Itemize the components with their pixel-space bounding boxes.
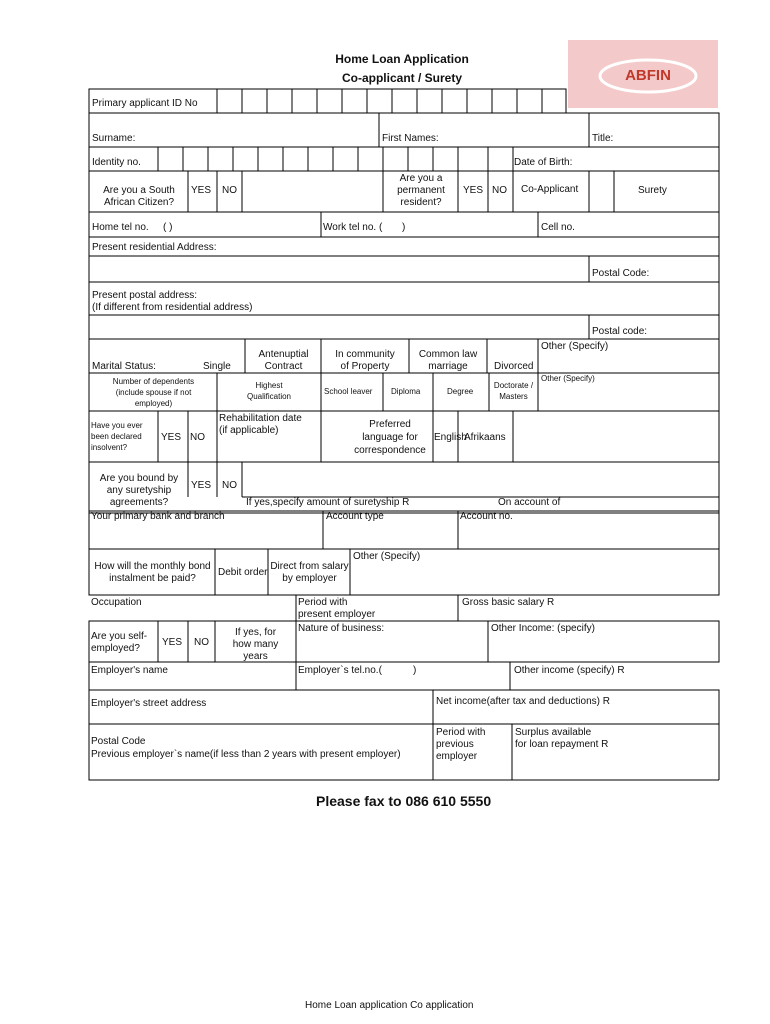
postal-address-label-2: (If different from residential address): [92, 302, 253, 313]
insolvent-yes[interactable]: YES: [161, 432, 182, 443]
primary-id-label: Primary applicant ID No: [92, 98, 198, 109]
qualification-other-specify[interactable]: Other (Specify): [541, 374, 595, 383]
fax-notice: Please fax to 086 610 5550: [316, 793, 492, 809]
insolvent-3: insolvent?: [91, 443, 128, 452]
employer-tel-label: Employer`s tel.no.(: [298, 665, 382, 676]
identity-label: Identity no.: [92, 157, 141, 168]
work-tel-label: Work tel no. (: [323, 222, 383, 233]
logo-text: ABFIN: [625, 67, 671, 84]
period-prev-2: previous: [436, 739, 474, 750]
employer-tel-close: ): [413, 665, 417, 676]
diploma-option[interactable]: Diploma: [391, 387, 421, 396]
rehab-1: Rehabilitation date: [219, 413, 302, 424]
suretyship-amount-label: If yes,specify amount of suretyship R: [246, 497, 410, 508]
gross-salary-label: Gross basic salary R: [462, 597, 555, 608]
insolvent-no[interactable]: NO: [190, 432, 205, 443]
work-tel-close: ): [402, 222, 406, 233]
period-prev-1: Period with: [436, 727, 486, 738]
degree-option[interactable]: Degree: [447, 387, 474, 396]
perm-res-label-2: permanent: [397, 185, 445, 196]
net-income-label: Net income(after tax and deductions) R: [436, 696, 610, 707]
insolvent-1: Have you ever: [91, 421, 143, 430]
afrikaans-option[interactable]: Afrikaans: [464, 432, 506, 443]
community-1[interactable]: In community: [335, 349, 395, 360]
postal-address-label-1: Present postal address:: [92, 290, 198, 301]
doctorate-2: Masters: [499, 392, 528, 401]
surplus-1: Surplus available: [515, 727, 592, 738]
common-law-2: marriage: [428, 361, 468, 372]
common-law-1[interactable]: Common law: [418, 349, 478, 360]
english-option[interactable]: English: [434, 432, 467, 443]
dependents-3: employed): [134, 399, 173, 408]
self-employed-1: Are you self-: [91, 631, 148, 642]
sa-citizen-label-1: Are you a South: [103, 185, 175, 196]
first-names-label: First Names:: [382, 133, 439, 144]
years-question-1: If yes, for: [234, 627, 277, 638]
other-income-label: Other Income: (specify): [491, 623, 595, 634]
citizen-yes[interactable]: YES: [191, 185, 212, 196]
form-title: Home Loan Application: [335, 52, 469, 66]
dependents-2: (include spouse if not: [115, 388, 192, 397]
rehab-2: (if applicable): [219, 425, 279, 436]
self-employed-no[interactable]: NO: [194, 637, 209, 648]
single-option[interactable]: Single: [203, 361, 231, 372]
postal-code-label-3: Postal Code: [91, 736, 146, 747]
occupation-label: Occupation: [91, 597, 142, 608]
bond-question-2: instalment be paid?: [109, 573, 196, 584]
sa-citizen-label-2: African Citizen?: [103, 197, 175, 208]
insolvent-2: been declared: [91, 432, 142, 441]
highest-2: Qualification: [246, 392, 292, 401]
salary-option-2: by employer: [282, 573, 337, 584]
highest-1: Highest: [255, 381, 283, 390]
perm-res-no[interactable]: NO: [492, 185, 507, 196]
residential-label: Present residential Address:: [92, 242, 217, 253]
previous-employer-label: Previous employer`s name(if less than 2 years with present employer): [91, 749, 401, 760]
dob-label: Date of Birth:: [514, 157, 573, 168]
period-prev-3: employer: [436, 751, 478, 762]
postal-code-label-2: Postal code:: [592, 326, 648, 337]
postal-code-label-1: Postal Code:: [592, 268, 650, 279]
suretyship-3: agreements?: [109, 497, 169, 508]
perm-res-label-1: Are you a: [399, 173, 443, 184]
salary-option-1[interactable]: Direct from salary: [270, 561, 349, 572]
bank-branch-label: Your primary bank and branch: [91, 511, 225, 522]
bond-question-1: How will the monthly bond: [94, 561, 211, 572]
marital-status-label: Marital Status:: [92, 361, 156, 372]
dependents-1: Number of dependents: [112, 377, 195, 386]
title-label: Title:: [592, 133, 614, 144]
suretyship-yes[interactable]: YES: [191, 480, 212, 491]
bond-other-specify[interactable]: Other (Specify): [353, 551, 421, 562]
home-tel-label: Home tel no.: [92, 222, 149, 233]
school-leaver-option[interactable]: School leaver: [324, 387, 373, 396]
self-employed-2: employed?: [91, 643, 140, 654]
community-2: of Property: [340, 361, 390, 372]
pref-lang-3: correspondence: [354, 445, 426, 456]
period-present-1: Period with: [298, 597, 348, 608]
citizen-no[interactable]: NO: [222, 185, 237, 196]
suretyship-1: Are you bound by: [99, 473, 179, 484]
antenuptial-1[interactable]: Antenuptial: [258, 349, 309, 360]
period-present-2: present employer: [298, 609, 376, 620]
debit-order-option[interactable]: Debit order: [218, 567, 268, 578]
employer-name-label: Employer's name: [91, 665, 168, 676]
other-income-r-label: Other income (specify) R: [514, 665, 625, 676]
cell-label: Cell no.: [541, 222, 575, 233]
home-tel-paren: ( ): [163, 222, 173, 233]
form-subtitle: Co-applicant / Surety: [341, 71, 463, 85]
account-no-label: Account no.: [460, 511, 513, 522]
divorced-option[interactable]: Divorced: [494, 361, 534, 372]
on-account-of-label: On account of: [498, 497, 561, 508]
doctorate-1[interactable]: Doctorate /: [493, 381, 534, 390]
account-type-label: Account type: [326, 511, 384, 522]
antenuptial-2: Contract: [264, 361, 303, 372]
marital-other-specify[interactable]: Other (Specify): [541, 341, 609, 352]
surety-option[interactable]: Surety: [638, 185, 667, 196]
suretyship-2: any suretyship: [106, 485, 172, 496]
years-question-2: how many: [232, 639, 279, 650]
co-applicant-option[interactable]: Co-Applicant: [521, 184, 579, 195]
perm-res-label-3: resident?: [400, 197, 442, 208]
self-employed-yes[interactable]: YES: [162, 637, 183, 648]
years-question-3: years: [243, 651, 268, 662]
street-address-label: Employer's street address: [91, 698, 207, 709]
surplus-2: for loan repayment R: [515, 739, 609, 750]
perm-res-yes[interactable]: YES: [463, 185, 484, 196]
surname-label: Surname:: [92, 133, 136, 144]
pref-lang-2: language for: [362, 432, 418, 443]
pref-lang-1: Preferred: [369, 419, 411, 430]
page-footer: Home Loan application Co application: [305, 1000, 474, 1011]
suretyship-no[interactable]: NO: [222, 480, 237, 491]
nature-business-label: Nature of business:: [298, 623, 385, 634]
